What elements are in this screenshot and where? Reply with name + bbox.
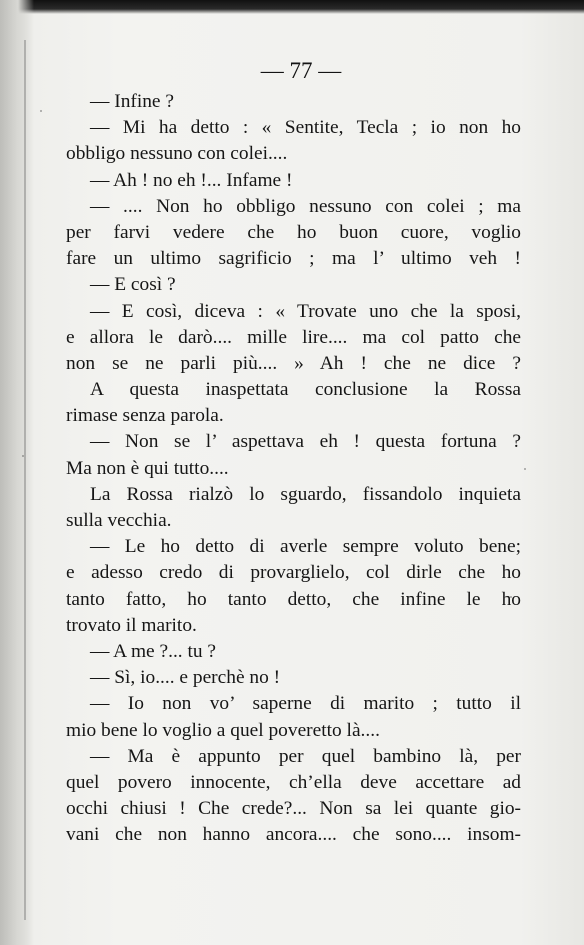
text-line: — E così, diceva : « Trovate uno che la sposi, xyxy=(90,300,521,322)
text-line: — E così ? xyxy=(90,274,176,296)
body-text xyxy=(66,89,521,848)
text-line: vani che non hanno ancora.... che sono.... insom- xyxy=(66,824,521,846)
page-top-edge-shadow xyxy=(0,0,584,14)
text-line: mio bene lo voglio a quel poveretto là.... xyxy=(66,719,380,741)
paper-speck xyxy=(510,596,512,598)
paper-speck xyxy=(40,110,42,112)
text-line: e allora le darò.... mille lire.... ma col patto che xyxy=(66,326,521,348)
paper-speck xyxy=(524,468,526,470)
text-line: non se ne parli più.... » Ah ! che ne dice ? xyxy=(66,352,521,374)
text-line: quel povero innocente, ch’ella deve accettare ad xyxy=(66,771,521,793)
text-line: — A me ?... tu ? xyxy=(90,640,217,662)
text-line: obbligo nessuno con colei.... xyxy=(66,143,288,165)
text-line: — Ah ! no eh !... Infame ! xyxy=(90,169,293,191)
binding-gutter-line xyxy=(24,40,26,920)
text-line: tanto fatto, ho tanto detto, che infine le ho xyxy=(66,588,521,610)
binding-spine-shadow xyxy=(0,0,34,945)
text-line: La Rossa rialzò lo sguardo, fissandolo inquieta xyxy=(90,483,521,505)
text-line: Ma non è qui tutto.... xyxy=(66,457,229,479)
text-line: e adesso credo di provarglielo, col dirle che ho xyxy=(66,562,521,584)
text-line: A questa inaspettata conclusione la Rossa xyxy=(90,379,521,401)
text-line: — Mi ha detto : « Sentite, Tecla ; io non ho xyxy=(90,117,521,139)
text-line: — Non se l’ aspettava eh ! questa fortuna ? xyxy=(90,431,521,453)
text-line: — Le ho detto di averle sempre voluto bene; xyxy=(90,536,521,558)
text-line: sulla vecchia. xyxy=(66,510,172,531)
text-line: — Sì, io.... e perchè no ! xyxy=(90,667,281,689)
page-number: — 77 — xyxy=(260,58,342,83)
paper-speck xyxy=(22,455,24,457)
text-line: trovato il marito. xyxy=(66,614,197,636)
text-line: rimase senza parola. xyxy=(66,405,224,427)
text-line: — Ma è appunto per quel bambino là, per xyxy=(90,745,521,767)
text-line: — Io non vo’ saperne di marito ; tutto il xyxy=(90,693,521,715)
text-line: — Infine ? xyxy=(90,91,174,112)
text-line: — .... Non ho obbligo nessuno con colei ; ma xyxy=(90,195,521,217)
text-line: occhi chiusi ! Che crede?... Non sa lei quante gio- xyxy=(66,798,521,820)
text-line: fare un ultimo sagrificio ; ma l’ ultimo veh ! xyxy=(66,248,521,270)
text-line: per farvi vedere che ho buon cuore, voglio xyxy=(66,221,521,243)
